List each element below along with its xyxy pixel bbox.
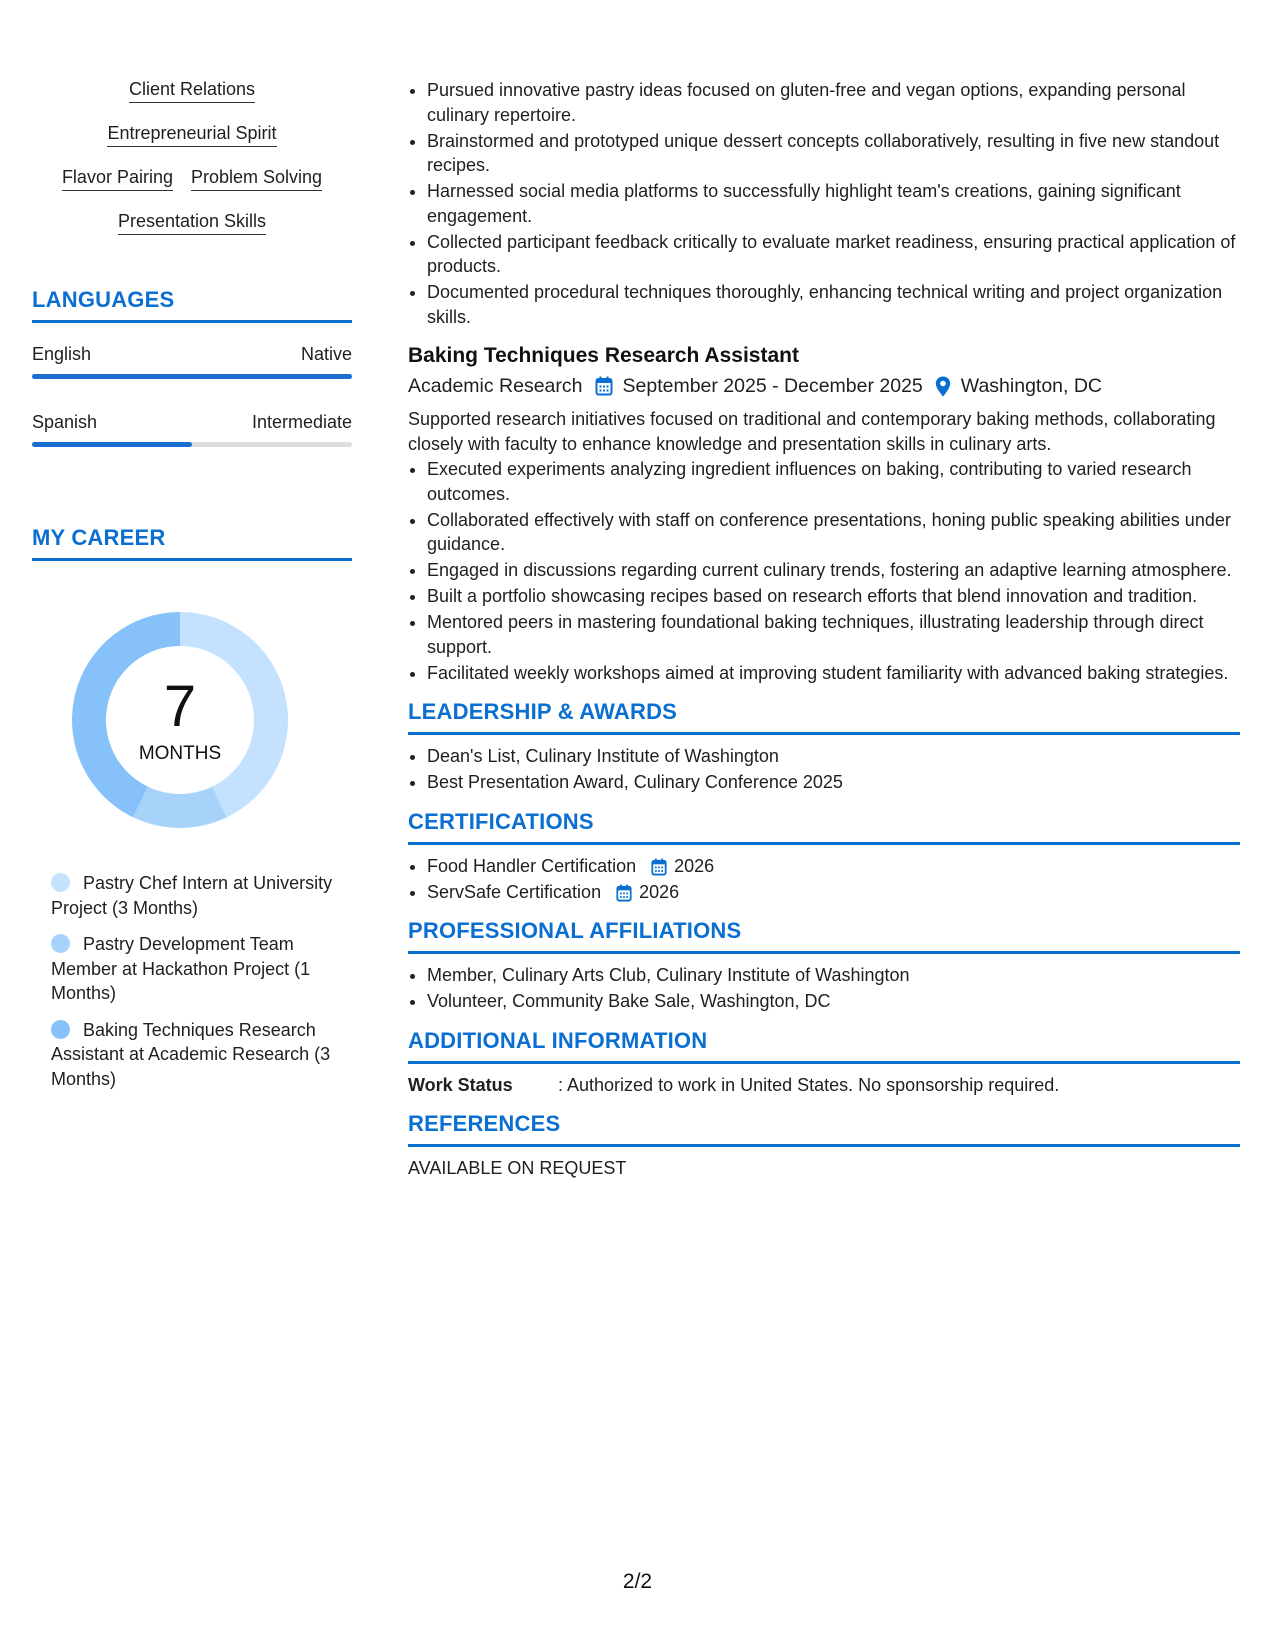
legend-label: Baking Techniques Research Assistant at Academic Research (3 Months) xyxy=(51,1019,331,1089)
job-description: Supported research initiatives focused on traditional and contemporary baking methods, collaborating closely with faculty to enhance knowledge and presentation skills in culinary arts. xyxy=(408,409,1216,454)
affiliations-title: PROFESSIONAL AFFILIATIONS xyxy=(408,918,1240,954)
list-item: • Facilitated weekly workshops aimed at improving student familiarity with advanced baking strategies. xyxy=(427,661,1240,686)
list-item: • Best Presentation Award, Culinary Conference 2025 xyxy=(427,770,1240,795)
skill-tag: Entrepreneurial Spirit xyxy=(107,122,276,147)
proficiency-bar xyxy=(32,374,352,379)
calendar-icon xyxy=(616,884,632,902)
legend-item xyxy=(51,871,352,920)
list-item xyxy=(427,854,1240,879)
legend-dot xyxy=(51,873,70,892)
cert-name: Food Handler Certification xyxy=(427,855,637,876)
job-title: Baking Techniques Research Assistant xyxy=(408,344,799,367)
legend-label: Pastry Chef Intern at University Project (3 Months) xyxy=(51,873,333,918)
skill-tag: Presentation Skills xyxy=(118,210,266,235)
legend-item xyxy=(51,932,352,1006)
language-level: Native xyxy=(300,344,352,364)
calendar-icon xyxy=(595,376,613,396)
languages-section xyxy=(32,287,352,447)
legend-item xyxy=(51,1018,352,1092)
language-item xyxy=(32,343,352,379)
list-item: • Pursued innovative pastry ideas focused on gluten-free and vegan options, expanding personal culinary repertoire. xyxy=(427,78,1240,127)
right-column xyxy=(408,78,1240,1180)
cert-year: 2026 xyxy=(674,855,715,876)
leadership-section xyxy=(408,699,1240,795)
skill-row xyxy=(32,210,352,235)
proficiency-bar xyxy=(32,442,352,447)
donut-total-number: 7 xyxy=(163,674,197,739)
skill-tag: Client Relations xyxy=(129,78,255,103)
proficiency-fill xyxy=(32,442,192,447)
list-item xyxy=(427,880,1240,905)
skill-row xyxy=(32,122,352,147)
location-pin-icon xyxy=(935,376,951,397)
left-column xyxy=(32,78,352,1103)
list-item: • Executed experiments analyzing ingredient influences on baking, contributing to varied research outcomes. xyxy=(427,457,1240,506)
list-item: • Member, Culinary Arts Club, Culinary Institute of Washington xyxy=(427,963,1240,988)
legend-dot xyxy=(51,934,70,953)
additional-info-title: ADDITIONAL INFORMATION xyxy=(408,1028,1240,1064)
career-title: MY CAREER xyxy=(32,525,352,561)
skill-tag: Flavor Pairing xyxy=(62,166,173,191)
affiliations-section xyxy=(408,918,1240,1014)
skill-tag: Problem Solving xyxy=(191,166,322,191)
references-text: AVAILABLE ON REQUEST xyxy=(408,1157,627,1178)
work-status-value: : Authorized to work in United States. No sponsorship required. xyxy=(558,1074,1060,1095)
languages-title: LANGUAGES xyxy=(32,287,352,323)
language-item xyxy=(32,411,352,447)
list-item: • Brainstormed and prototyped unique dessert concepts collaboratively, resulting in five new standout recipes. xyxy=(427,129,1240,178)
career-section xyxy=(32,525,352,1091)
certifications-section xyxy=(408,809,1240,905)
list-item: • Mentored peers in mastering foundational baking techniques, illustrating leadership through direct support. xyxy=(427,610,1240,659)
skills-list xyxy=(32,78,352,235)
list-item: • Documented procedural techniques thoroughly, enhancing technical writing and project organization skills. xyxy=(427,280,1240,329)
list-item: • Dean's List, Culinary Institute of Washington xyxy=(427,744,1240,769)
list-item: • Volunteer, Community Bake Sale, Washington, DC xyxy=(427,989,1240,1014)
work-status-label: Work Status xyxy=(408,1074,513,1095)
leadership-title: LEADERSHIP & AWARDS xyxy=(408,699,1240,735)
cert-name: ServSafe Certification xyxy=(427,881,602,902)
proficiency-fill xyxy=(32,374,352,379)
skill-row xyxy=(32,78,352,103)
certifications-title: CERTIFICATIONS xyxy=(408,809,1240,845)
language-level: Intermediate xyxy=(251,412,352,432)
list-item: • Collected participant feedback critically to evaluate market readiness, ensuring practical application of products. xyxy=(427,230,1240,279)
list-item: • Engaged in discussions regarding current culinary trends, fostering an adaptive learning atmosphere. xyxy=(427,558,1240,583)
job-dates: September 2025 - December 2025 xyxy=(622,375,923,397)
cert-year: 2026 xyxy=(639,881,680,902)
legend-dot xyxy=(51,1020,70,1039)
previous-job-bullets xyxy=(408,78,1240,329)
career-donut-chart xyxy=(65,605,295,835)
skill-row xyxy=(32,166,352,191)
legend-label: Pastry Development Team Member at Hackathon Project (1 Months) xyxy=(51,934,311,1003)
references-section xyxy=(408,1111,1240,1180)
job-entry xyxy=(408,343,1240,685)
job-location: Washington, DC xyxy=(960,375,1103,397)
list-item: • Built a portfolio showcasing recipes based on research efforts that blend innovation and tradition. xyxy=(427,584,1240,609)
list-item: • Harnessed social media platforms to successfully highlight team's creations, gaining significant engagement. xyxy=(427,179,1240,228)
job-company: Academic Research xyxy=(408,375,583,397)
references-title: REFERENCES xyxy=(408,1111,1240,1147)
work-status xyxy=(408,1073,1240,1097)
calendar-icon xyxy=(651,858,667,876)
job-bullets xyxy=(408,457,1240,685)
page-number: 2/2 xyxy=(622,1570,653,1593)
list-item: • Collaborated effectively with staff on conference presentations, honing public speaking abilities under guidance. xyxy=(427,508,1240,557)
job-meta xyxy=(408,373,1240,399)
donut-total-unit: MONTHS xyxy=(138,743,222,764)
additional-info-section xyxy=(408,1028,1240,1097)
language-name: Spanish xyxy=(32,412,98,432)
career-legend xyxy=(32,871,352,1091)
language-name: English xyxy=(32,344,92,364)
